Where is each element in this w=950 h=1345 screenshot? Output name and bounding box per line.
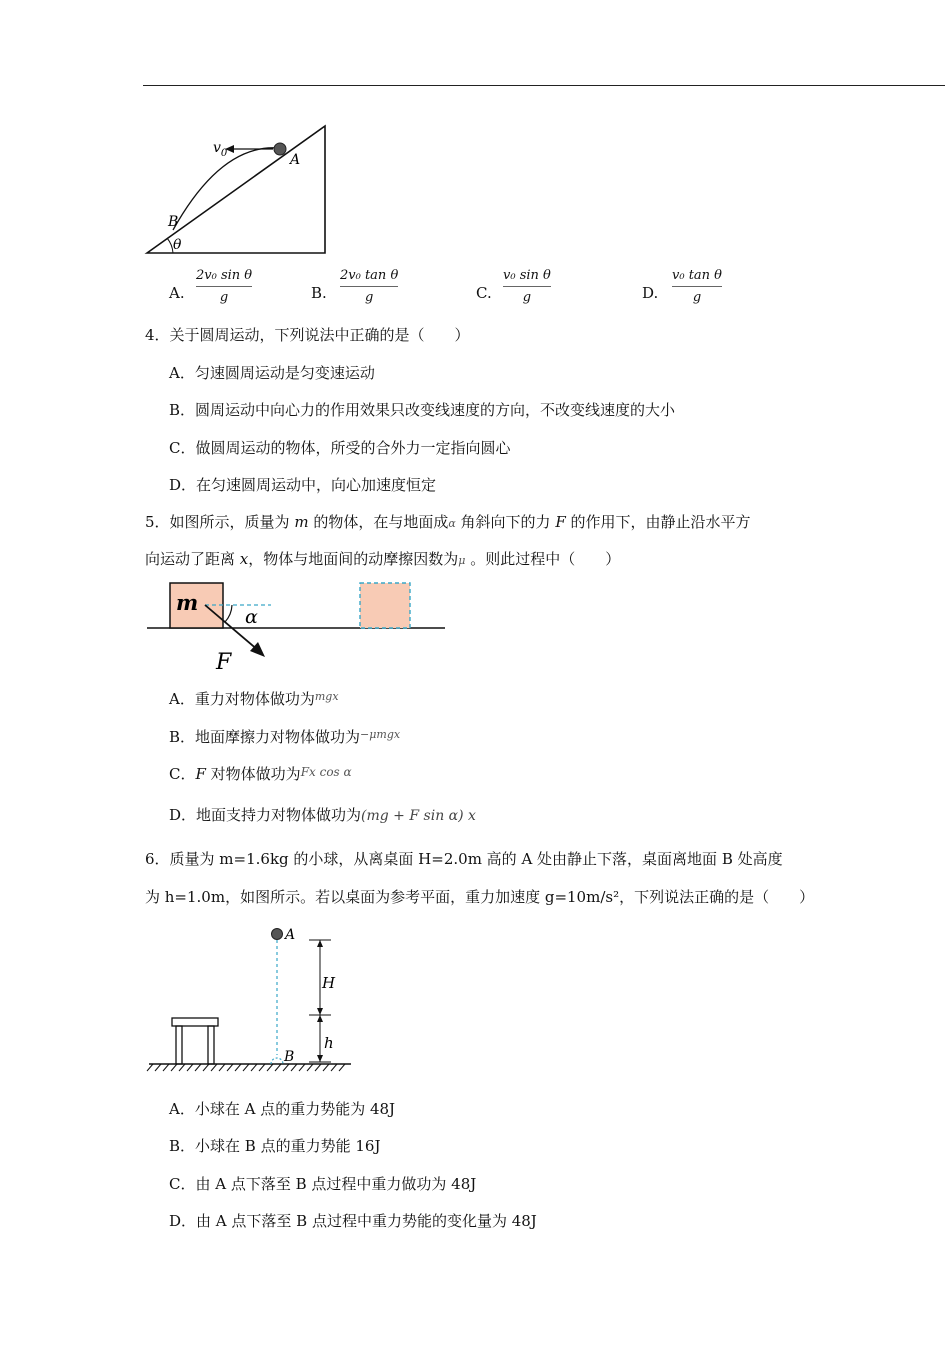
q5-option-d-text: D．地面支持力对物体做功为: [169, 806, 362, 824]
q5-stem-line-2: [145, 549, 620, 571]
q5-option-a-formula: mgx: [314, 690, 339, 703]
q5-option-c-text: C．: [169, 765, 196, 783]
q5-option-b-text: B．地面摩擦力对物体做功为: [169, 728, 361, 746]
q3-option-d-den: g: [692, 290, 702, 305]
ball-icon: [274, 143, 286, 155]
q4-option-a: A．匀速圆周运动是匀变速运动: [169, 364, 375, 382]
arrow-head-icon: [317, 940, 323, 947]
q5-option-d-formula: (mg + F sin α) x: [361, 808, 476, 824]
arrow-head-icon: [317, 1055, 323, 1062]
q5-stem-text: 向运动了距离: [145, 550, 240, 568]
q5-option-b-formula: −μmgx: [360, 728, 401, 741]
label-b: B: [168, 214, 179, 230]
q5-option-c: [169, 762, 352, 784]
block-end: [360, 583, 410, 628]
angle-arc: [225, 605, 232, 622]
q4-option-c: C．做圆周运动的物体，所受的合外力一定指向圆心: [169, 439, 511, 457]
q3-option-c-den: g: [522, 290, 532, 305]
q3-option-a-den: g: [219, 290, 229, 305]
q5-option-c-var: F: [195, 765, 206, 783]
q4-stem: 4．关于圆周运动，下列说法中正确的是（ ）: [145, 326, 470, 344]
fraction-bar: [503, 286, 551, 287]
label-f: F: [216, 650, 232, 675]
arrow-head-icon: [317, 1015, 323, 1022]
label-h-upper: H: [322, 974, 336, 992]
trajectory-curve: [173, 148, 278, 230]
label-v0: $v_0$: [213, 140, 228, 159]
q5-stem-text: 5．如图所示，质量为: [145, 513, 295, 531]
label-theta: θ: [173, 237, 182, 253]
ground-hatching: [147, 1064, 345, 1071]
q6-option-b: B．小球在 B 点的重力势能 16J: [169, 1137, 381, 1155]
fraction-bar: [196, 286, 252, 287]
header-rule: [143, 85, 945, 86]
label-a: A: [285, 927, 296, 943]
q5-stem-text: ，物体与地面间的动摩擦因数为: [248, 550, 459, 568]
label-alpha: α: [245, 606, 258, 628]
q6-option-a: A．小球在 A 点的重力势能为 48J: [169, 1100, 396, 1118]
q6-option-c: C．由 A 点下落至 B 点过程中重力做功为 48J: [169, 1175, 477, 1193]
q5-var-x: x: [239, 550, 249, 568]
q3-option-b-num: 2v₀ tan θ: [340, 268, 399, 283]
q6-stem-line-1: 6．质量为 m=1.6kg 的小球，从离桌面 H=2.0m 高的 A 处由静止下落，桌面离地面 B 处高度: [145, 850, 783, 868]
q5-var-mu: μ: [458, 554, 466, 567]
q3-option-b-fraction: [340, 268, 398, 306]
q3-option-b-den: g: [364, 290, 374, 305]
q5-stem-text: 的物体，在与地面成: [308, 513, 449, 531]
q5-option-c-formula: Fx cos α: [300, 765, 352, 779]
fraction-bar: [340, 286, 398, 287]
q5-stem-line-1: [145, 512, 751, 534]
label-b: B: [284, 1049, 295, 1065]
q6-option-d: D．由 A 点下落至 B 点过程中重力势能的变化量为 48J: [169, 1212, 537, 1230]
ball-landing-outline: [271, 1058, 283, 1064]
q3-incline-figure: [143, 118, 343, 258]
q5-option-a-text: A．重力对物体做功为: [169, 690, 315, 708]
q5-stem-text: 的作用下，由静止沿水平方: [565, 513, 751, 531]
q5-option-a: [169, 687, 339, 709]
q3-option-d-num: v₀ tan θ: [672, 268, 722, 283]
q3-option-b-letter: B.: [311, 284, 327, 302]
q3-option-a-num: 2v₀ sin θ: [196, 268, 253, 283]
q5-stem-text: 角斜向下的力: [455, 513, 556, 531]
label-a: A: [290, 152, 301, 168]
label-h-lower: h: [324, 1034, 334, 1052]
q3-option-d-fraction: [672, 268, 722, 306]
incline-triangle: [147, 126, 325, 253]
q3-option-c-letter: C.: [476, 284, 492, 302]
q5-var-alpha: α: [448, 517, 456, 530]
arrow-head-icon: [317, 1008, 323, 1015]
q5-option-b: [169, 725, 400, 747]
ball-icon: [272, 929, 283, 940]
q5-stem-text: 。则此过程中（ ）: [465, 550, 621, 568]
q6-drop-figure: [143, 922, 358, 1077]
label-m: m: [176, 590, 199, 615]
fraction-bar: [672, 286, 722, 287]
q4-option-d: D．在匀速圆周运动中，向心加速度恒定: [169, 476, 437, 494]
q5-option-d: [169, 805, 476, 826]
q4-option-b: B．圆周运动中向心力的作用效果只改变线速度的方向，不改变线速度的大小: [169, 401, 676, 419]
q3-option-c-fraction: [503, 268, 551, 306]
q5-var-m: m: [294, 513, 309, 531]
q6-stem-line-2: 为 h=1.0m，如图所示。若以桌面为参考平面，重力加速度 g=10m/s²，下列说法正确的是（ ）: [145, 888, 815, 906]
q5-option-c-mid: 对物体做功为: [205, 765, 301, 783]
q3-option-d-letter: D.: [642, 284, 659, 302]
q3-option-a-fraction: [196, 268, 252, 306]
table: [172, 1018, 218, 1064]
q5-var-f: F: [555, 513, 566, 531]
q3-option-c-num: v₀ sin θ: [503, 268, 551, 283]
q3-option-a-letter: A.: [169, 284, 185, 302]
q5-block-figure: [143, 578, 448, 676]
